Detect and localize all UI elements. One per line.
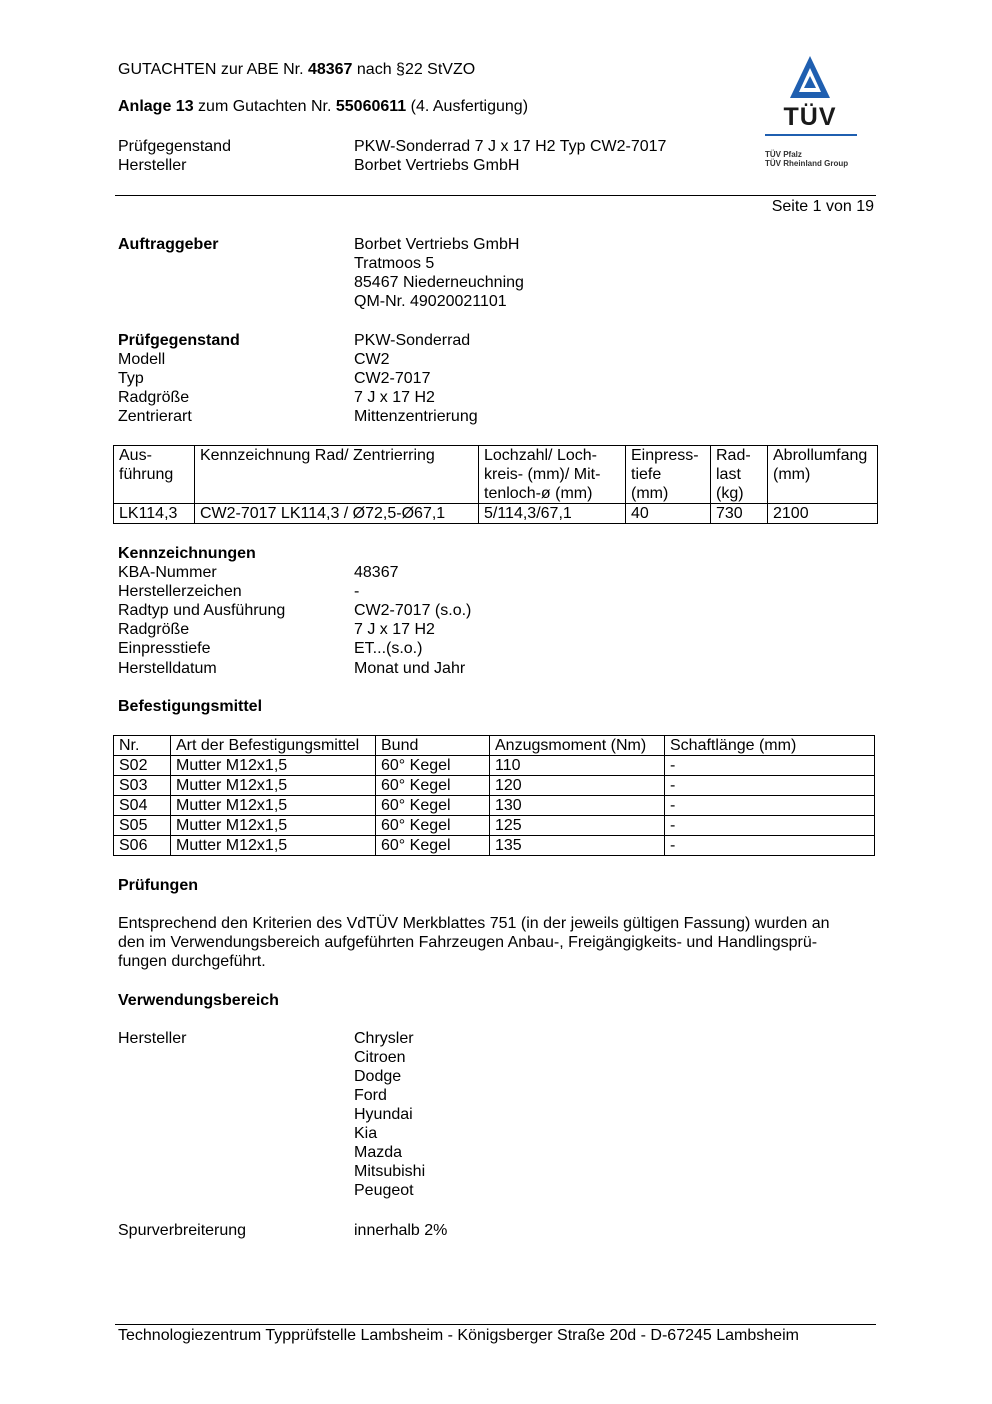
vb-hersteller-label: Hersteller: [118, 1030, 187, 1047]
spurverbreiterung-value: innerhalb 2%: [354, 1222, 448, 1239]
kz-radgroesse-value: 7 J x 17 H2: [354, 621, 435, 638]
logo-sub-group: TÜV Rheinland Group: [765, 159, 849, 168]
auftraggeber-label: Auftraggeber: [118, 236, 219, 253]
zentrierart-value: Mittenzentrierung: [354, 408, 478, 425]
anlage-line: [118, 97, 528, 116]
cell-nr: S02: [114, 756, 171, 776]
typ-label: Typ: [118, 370, 144, 387]
col-radlast-header: [711, 446, 768, 504]
cell-nr: S04: [114, 796, 171, 816]
logo-subtitle: [765, 150, 848, 168]
list-item: Mitsubishi: [354, 1163, 426, 1180]
title-suffix: nach §22 StVZO: [352, 61, 476, 78]
cell-schaftlaenge: -: [665, 796, 875, 816]
cell-bund: 60° Kegel: [376, 836, 490, 856]
table-row: [114, 504, 878, 524]
gutachten-number: 55060611: [335, 98, 407, 115]
auftraggeber-qm: QM-Nr. 49020021101: [354, 293, 507, 310]
col-art-header: Art der Befestigungsmittel: [171, 736, 376, 756]
header-text: Abrollumfang: [773, 447, 868, 464]
radtyp-value: CW2-7017 (s.o.): [354, 602, 472, 619]
logo-sub-pfalz: TÜV Pfalz: [765, 150, 802, 159]
header-pruefgegenstand: [118, 137, 231, 156]
spurverbreiterung-label: Spurverbreiterung: [118, 1222, 247, 1239]
cell-art: Mutter M12x1,5: [171, 836, 376, 856]
cell-schaftlaenge: -: [665, 776, 875, 796]
list-item: Mazda: [354, 1144, 403, 1161]
herstellerzeichen-label: Herstellerzeichen: [118, 583, 242, 600]
col-bund-header: Bund: [376, 736, 490, 756]
header-text: Aus-: [119, 447, 152, 464]
col-abrollumfang-header: [768, 446, 878, 504]
cell-art: Mutter M12x1,5: [171, 776, 376, 796]
hersteller-list: [354, 1029, 425, 1200]
table-row: [114, 816, 875, 836]
auftraggeber-city: 85467 Niederneuchning: [354, 274, 524, 291]
cell-nr: S03: [114, 776, 171, 796]
cell-abrollumfang: 2100: [768, 504, 878, 524]
radtyp-label: Radtyp und Ausführung: [118, 602, 286, 619]
header-hersteller-value: Borbet Vertriebs GmbH: [354, 157, 520, 174]
header-text: (kg): [716, 485, 744, 502]
pruefgegenstand-heading: Prüfgegenstand: [118, 332, 240, 349]
header-text: Lochzahl/ Loch-: [484, 447, 597, 464]
abe-number: 48367: [307, 61, 353, 78]
header-text: kreis- (mm)/ Mit-: [484, 466, 601, 483]
cell-bund: 60° Kegel: [376, 816, 490, 836]
cell-anzugsmoment: 135: [490, 836, 665, 856]
tuv-logo: [762, 54, 858, 172]
modell-value: CW2: [354, 351, 390, 368]
header-text: führung: [119, 466, 174, 483]
cell-nr: S06: [114, 836, 171, 856]
cell-radlast: 730: [711, 504, 768, 524]
header-text: Rad-: [716, 447, 751, 464]
table-row: [114, 776, 875, 796]
header-text: Kennzeichnung Rad/ Zentrierring: [200, 447, 435, 464]
ausfertigung: (4. Ausfertigung): [406, 98, 529, 115]
col-nr-header: Nr.: [114, 736, 171, 756]
cell-nr: S05: [114, 816, 171, 836]
cell-schaftlaenge: -: [665, 756, 875, 776]
col-einpresstiefe-header: [626, 446, 711, 504]
cell-anzugsmoment: 125: [490, 816, 665, 836]
modell-label: Modell: [118, 351, 166, 368]
herstelldatum-value: Monat und Jahr: [354, 660, 466, 677]
herstelldatum-label: Herstelldatum: [118, 660, 217, 677]
kba-label: KBA-Nummer: [118, 564, 217, 581]
cell-anzugsmoment: 130: [490, 796, 665, 816]
pruefungen-text-line: fungen durchgeführt.: [118, 953, 266, 970]
auftraggeber-street: Tratmoos 5: [354, 255, 435, 272]
list-item: Dodge: [354, 1068, 402, 1085]
zentrierart-label: Zentrierart: [118, 408, 192, 425]
header-pruefgegenstand-value: PKW-Sonderrad 7 J x 17 H2 Typ CW2-7017: [354, 138, 667, 155]
cell-bund: 60° Kegel: [376, 756, 490, 776]
cell-art: Mutter M12x1,5: [171, 796, 376, 816]
page-number: Seite 1 von 19: [771, 198, 874, 215]
cell-schaftlaenge: -: [665, 836, 875, 856]
ausfuehrung-header-row: [114, 446, 878, 504]
einpresstiefe-label: Einpresstiefe: [118, 640, 211, 657]
title-prefix: GUTACHTEN zur ABE Nr.: [118, 61, 308, 78]
col-anzugsmoment-header: Anzugsmoment (Nm): [490, 736, 665, 756]
tuv-triangle-icon: [788, 54, 832, 100]
einpresstiefe-value: ET...(s.o.): [354, 640, 423, 657]
ausfuehrung-table: [113, 445, 878, 524]
auftraggeber-name: Borbet Vertriebs GmbH: [354, 236, 520, 253]
kz-radgroesse-label: Radgröße: [118, 621, 190, 638]
col-ausfuehrung-header: [114, 446, 195, 504]
list-item: Chrysler: [354, 1030, 414, 1047]
list-item: Citroen: [354, 1049, 406, 1066]
cell-art: Mutter M12x1,5: [171, 756, 376, 776]
verwendungsbereich-heading: Verwendungsbereich: [118, 992, 279, 1009]
pruefgegenstand-heading-value: PKW-Sonderrad: [354, 332, 471, 349]
header-text: last: [716, 466, 741, 483]
cell-lochzahl: 5/114,3/67,1: [479, 504, 626, 524]
cell-schaftlaenge: -: [665, 816, 875, 836]
radgroesse-label: Radgröße: [118, 389, 190, 406]
list-item: Ford: [354, 1087, 387, 1104]
header-hersteller: [118, 156, 186, 175]
list-item: Peugeot: [354, 1182, 414, 1199]
pruefungen-text-line: Entsprechend den Kriterien des VdTÜV Merkblattes 751 (in der jeweils gültigen Fassung) wurden an: [118, 915, 830, 932]
list-item: Kia: [354, 1125, 378, 1142]
footer-address: Technologiezentrum Typprüfstelle Lambsheim - Königsberger Straße 20d - D-67245 Lambsheim: [118, 1327, 799, 1344]
pruefungen-text-line: den im Verwendungsbereich aufgeführten Fahrzeugen Anbau-, Freigängigkeits- und Handlingsprü-: [118, 934, 818, 951]
cell-kennzeichnung: CW2-7017 LK114,3 / Ø72,5-Ø67,1: [195, 504, 479, 524]
cell-bund: 60° Kegel: [376, 776, 490, 796]
col-schaftlaenge-header: Schaftlänge (mm): [665, 736, 875, 756]
cell-bund: 60° Kegel: [376, 796, 490, 816]
auftraggeber-address: [354, 235, 524, 311]
radgroesse-value: 7 J x 17 H2: [354, 389, 435, 406]
cell-anzugsmoment: 120: [490, 776, 665, 796]
table-row: [114, 836, 875, 856]
anlage-label: Anlage 13: [118, 98, 194, 115]
herstellerzeichen-value: -: [354, 583, 360, 600]
header-pruefgegenstand-label: Prüfgegenstand: [118, 138, 231, 155]
footer-divider: [115, 1324, 876, 1325]
header-text: (mm): [773, 466, 811, 483]
befestigung-heading: Befestigungsmittel: [118, 698, 263, 715]
cell-einpresstiefe: 40: [626, 504, 711, 524]
typ-value: CW2-7017: [354, 370, 431, 387]
cell-art: Mutter M12x1,5: [171, 816, 376, 836]
document-title-line: [118, 60, 475, 79]
pruefungen-heading: Prüfungen: [118, 877, 198, 894]
header-divider: [115, 195, 876, 196]
table-row: [114, 756, 875, 776]
list-item: Hyundai: [354, 1106, 413, 1123]
header-text: tenloch-ø (mm): [484, 485, 593, 502]
col-kennzeichnung-header: [195, 446, 479, 504]
anlage-mid: zum Gutachten Nr.: [193, 98, 336, 115]
col-lochzahl-header: [479, 446, 626, 504]
table-row: [114, 796, 875, 816]
header-hersteller-label: Hersteller: [118, 157, 187, 174]
header-text: Einpress-: [631, 447, 699, 464]
befestigung-header-row: [114, 736, 875, 756]
tuv-wordmark: TÜV: [783, 103, 837, 131]
logo-divider: [765, 134, 857, 136]
cell-anzugsmoment: 110: [490, 756, 665, 776]
header-text: tiefe: [631, 466, 662, 483]
header-text: (mm): [631, 485, 669, 502]
cell-ausfuehrung: LK114,3: [114, 504, 195, 524]
kennzeichnungen-heading: Kennzeichnungen: [118, 545, 256, 562]
befestigung-table: [113, 735, 875, 856]
kba-value: 48367: [354, 564, 399, 581]
